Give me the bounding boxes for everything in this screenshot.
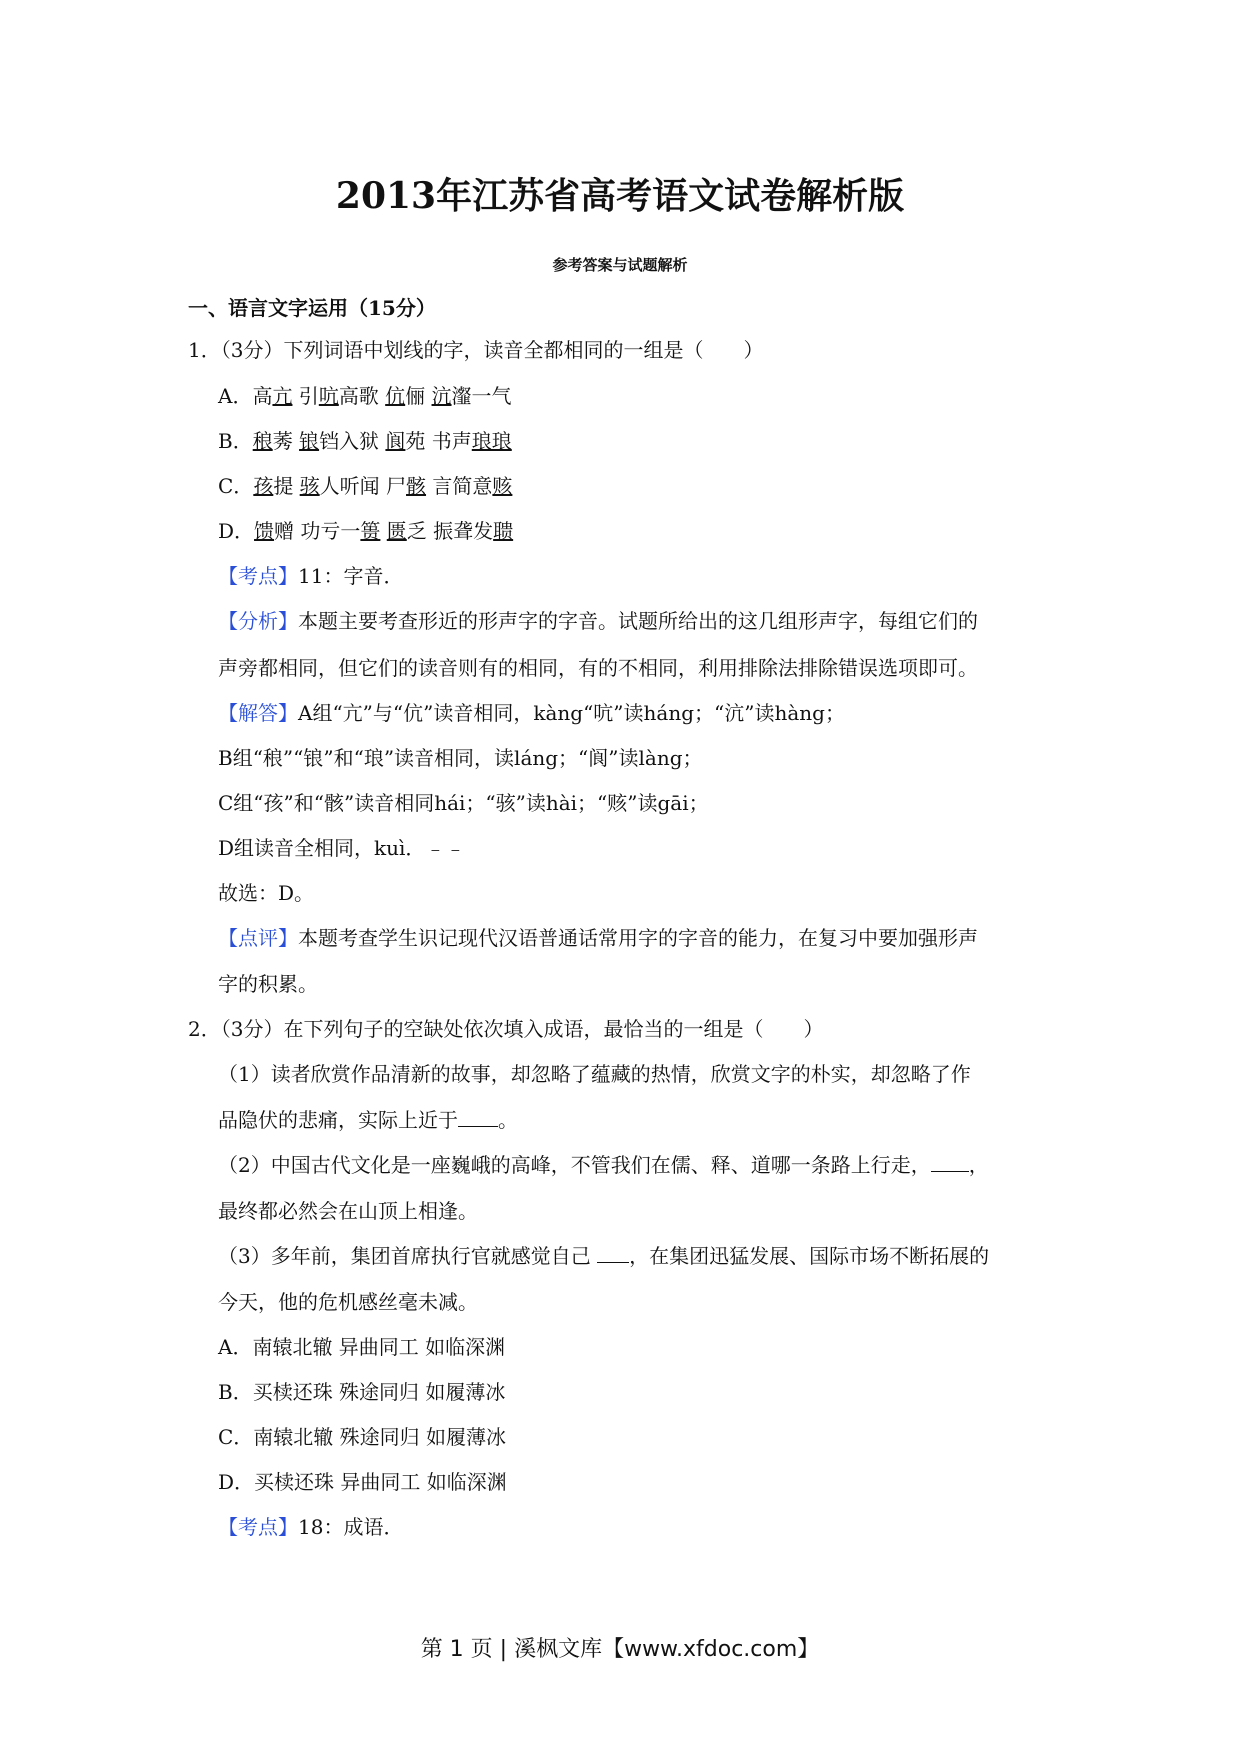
q1-option-a [218, 380, 512, 409]
fill-blank [597, 1262, 629, 1263]
option-text: 乏 振聋发 [406, 519, 494, 543]
q2-sentence-3 [218, 1240, 989, 1269]
option-text: C． [218, 474, 254, 498]
fenxi-text: 本题主要考查形近的形声字的字音。试题所给出的这几组形声字，每组它们的 [298, 609, 978, 633]
jieda-text: A组“亢”与“伉”读音相同，kàng“吭”读háng；“沆”读hàng； [298, 701, 845, 725]
option-text: 苑 书声 [405, 429, 472, 453]
q1-dianping [218, 922, 978, 951]
q1-kaodian [218, 560, 403, 589]
q2-sentence-3-cont: 今天，他的危机感丝毫未减。 [218, 1290, 478, 1314]
fenxi-tag: 【分析】 [218, 609, 298, 633]
q2-stem: 2．（3分）在下列句子的空缺处依次填入成语，最恰当的一组是（ ） [188, 1017, 824, 1041]
underlined-char: 伉 [385, 384, 406, 408]
q2-sentence-1-cont [218, 1104, 518, 1133]
q1-jieda [218, 697, 845, 726]
option-text: 提 [273, 474, 300, 498]
q1-dianping-cont: 字的积累。 [218, 972, 318, 996]
q1-jieda-b: B组“稂”“锒”和“琅”读音相同，读láng；“阆”读làng； [218, 746, 703, 770]
sentence-text: 品隐伏的悲痛，实际上近于 [218, 1108, 458, 1132]
sentence-text: （2）中国古代文化是一座巍峨的高峰，不管我们在儒、释、道哪一条路上行走， [218, 1153, 931, 1177]
page-subtitle: 参考答案与试题解析 [552, 256, 688, 274]
q1-jieda-c: C组“孩”和“骸”读音相同hái；“骇”读hài；“赅”读gāi； [218, 791, 709, 815]
option-text: 赠 功亏一 [274, 519, 361, 543]
underlined-char: 篑 [360, 519, 381, 543]
sentence-text: ，在集团迅猛发展、国际市场不断拓展的 [629, 1244, 990, 1268]
kaodian-tag: 【考点】 [218, 1515, 298, 1539]
kaodian-text: 18：成语． [298, 1515, 404, 1539]
jieda-tag: 【解答】 [218, 701, 298, 725]
underlined-char: 稂 [252, 429, 273, 453]
option-text: 莠 [272, 429, 300, 453]
option-text: B． [218, 429, 253, 453]
kaodian-text: 11：字音． [298, 564, 404, 588]
underlined-char: 琅琅 [471, 429, 512, 453]
q1-option-d [218, 515, 513, 544]
underlined-char: 沆 [431, 384, 452, 408]
q2-sentence-2 [218, 1149, 989, 1178]
q1-stem: 1．（3分）下列词语中划线的字，读音全都相同的一组是（ ） [188, 338, 764, 362]
sentence-text: 。 [498, 1108, 518, 1132]
q2-option-d: D．买椟还珠 异曲同工 如临深渊 [218, 1470, 507, 1494]
option-text: 俪 [405, 384, 432, 408]
option-text: 人听闻 尸 [319, 474, 407, 498]
option-text: 言简意 [426, 474, 493, 498]
option-text: A．高 [218, 384, 273, 408]
underlined-char: 匮 [386, 519, 407, 543]
kaodian-tag: 【考点】 [218, 564, 298, 588]
underlined-char: 锒 [299, 429, 320, 453]
underlined-char: 吭 [318, 384, 339, 408]
option-text: 引 [292, 384, 319, 408]
q2-sentence-2-cont: 最终都必然会在山顶上相逢。 [218, 1199, 478, 1223]
underlined-char: 亢 [272, 384, 293, 408]
option-text: D． [218, 519, 255, 543]
q2-option-b: B．买椟还珠 殊途同归 如履薄冰 [218, 1380, 506, 1404]
sentence-text: ， [968, 1153, 989, 1177]
dianping-text: 本题考查学生识记现代汉语普通话常用字的字音的能力，在复习中要加强形声 [298, 926, 978, 950]
q1-fenxi-cont: 声旁都相同，但它们的读音则有的相同，有的不相同，利用排除法排除错误选项即可。 [218, 656, 978, 680]
underlined-char: 阆 [385, 429, 406, 453]
q2-sentence-1: （1）读者欣赏作品清新的故事，却忽略了蕴藏的热情，欣赏文字的朴实，却忽略了作 [218, 1062, 971, 1086]
q1-jieda-d: D组读音全相同，kuì．﹣﹣ [218, 836, 466, 860]
option-text: 铛入狱 [319, 429, 386, 453]
page-footer: 第 1 页 | 溪枫文库【www.xfdoc.com】 [420, 1637, 820, 1662]
q2-kaodian [218, 1511, 403, 1540]
option-text: 瀣一气 [451, 384, 512, 408]
section-heading: 一、语言文字运用（15分） [188, 296, 436, 320]
underlined-char: 骸 [406, 474, 427, 498]
fill-blank [931, 1171, 969, 1172]
q2-option-a: A．南辕北辙 异曲同工 如临深渊 [218, 1335, 506, 1359]
page-title: 2013年江苏省高考语文试卷解析版 [335, 175, 905, 217]
sentence-text: （3）多年前，集团首席执行官就感觉自己 [218, 1244, 591, 1268]
dianping-tag: 【点评】 [218, 926, 298, 950]
q1-answer: 故选：D。 [218, 881, 315, 905]
underlined-char: 孩 [253, 474, 274, 498]
option-text: 高歌 [338, 384, 386, 408]
q1-option-c [218, 470, 512, 499]
q2-option-c: C．南辕北辙 殊途同归 如履薄冰 [218, 1425, 507, 1449]
q1-option-b [218, 425, 512, 454]
underlined-char: 馈 [254, 519, 275, 543]
fill-blank [458, 1126, 498, 1127]
underlined-char: 聩 [493, 519, 514, 543]
underlined-char: 骇 [299, 474, 320, 498]
underlined-char: 赅 [492, 474, 513, 498]
q1-fenxi [218, 605, 978, 634]
